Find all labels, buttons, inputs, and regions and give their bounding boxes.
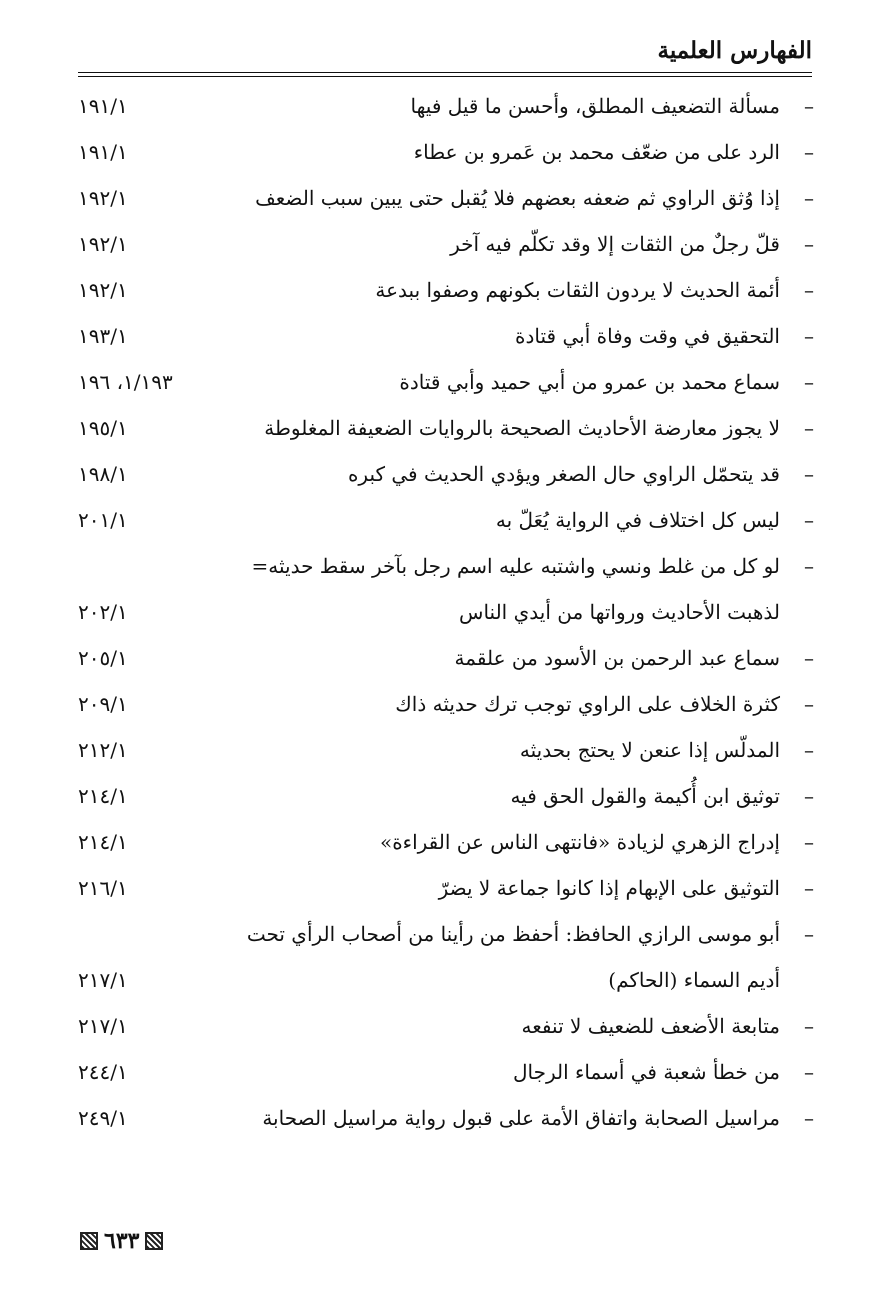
entry-dash: –	[804, 370, 814, 394]
index-entry	[78, 314, 814, 360]
index-entry	[78, 728, 814, 774]
entry-page-ref: ٢١٤/١	[78, 830, 128, 854]
index-entry	[78, 268, 814, 314]
entry-text: أئمة الحديث لا يردون الثقات بكونهم وصفوا ببدعة	[375, 278, 780, 302]
entry-text: المدلّس إذا عنعن لا يحتج بحديثه	[519, 738, 780, 762]
entry-text: أديم السماء (الحاكم)	[608, 968, 780, 992]
index-entry	[78, 544, 814, 590]
entry-dash: –	[804, 738, 814, 762]
entry-page-ref: ١٩٨/١	[78, 462, 128, 486]
entry-text: قد يتحمّل الراوي حال الصغر ويؤدي الحديث في كبره	[347, 462, 780, 486]
entry-dash: –	[804, 554, 814, 578]
entry-dash: –	[804, 232, 814, 256]
index-entry	[78, 1050, 814, 1096]
index-entry	[78, 222, 814, 268]
entry-page-ref: ١٩١/١	[78, 94, 128, 118]
entry-page-ref: ٢١٦/١	[78, 876, 128, 900]
index-entry	[78, 866, 814, 912]
entry-text: أبو موسى الرازي الحافظ: أحفظ من رأينا من أصحاب الرأي تحت	[246, 922, 780, 946]
entry-dash: –	[804, 278, 814, 302]
entry-dash: –	[804, 94, 814, 118]
entry-text: ليس كل اختلاف في الرواية يُعَلّ به	[495, 508, 780, 532]
entry-text: من خطأ شعبة في أسماء الرجال	[512, 1060, 780, 1084]
index-entry-continuation	[78, 958, 814, 1004]
entry-page-ref: ١/١٩٣، ١٩٦	[78, 370, 173, 394]
index-entry	[78, 1004, 814, 1050]
entry-dash: –	[804, 140, 814, 164]
entry-dash: –	[804, 1106, 814, 1130]
entry-text: متابعة الأضعف للضعيف لا تنفعه	[521, 1014, 780, 1038]
index-entry	[78, 636, 814, 682]
index-entry	[78, 682, 814, 728]
entry-dash: –	[804, 784, 814, 808]
entry-dash: –	[804, 508, 814, 532]
index-entry	[78, 498, 814, 544]
entry-text: كثرة الخلاف على الراوي توجب ترك حديثه ذاك	[395, 692, 780, 716]
entry-text: الرد على من ضعّف محمد بن عَمرو بن عطاء	[413, 140, 780, 164]
entry-dash: –	[804, 462, 814, 486]
ornament-icon	[80, 1232, 98, 1250]
entry-dash: –	[804, 416, 814, 440]
entry-page-ref: ١٩١/١	[78, 140, 128, 164]
index-list	[78, 84, 814, 1142]
page-number: ٦٣٣	[104, 1228, 140, 1254]
page-title: الفهارس العلمية	[657, 37, 812, 64]
entry-page-ref: ٢٠١/١	[78, 508, 128, 532]
index-entry	[78, 360, 814, 406]
entry-page-ref: ١٩٢/١	[78, 232, 128, 256]
entry-page-ref: ١٩٥/١	[78, 416, 128, 440]
entry-text: مسألة التضعيف المطلق، وأحسن ما قيل فيها	[410, 94, 780, 118]
entry-page-ref: ١٩٣/١	[78, 324, 128, 348]
entry-text: لذهبت الأحاديث ورواتها من أيدي الناس	[459, 600, 780, 624]
index-entry	[78, 176, 814, 222]
header-divider	[78, 72, 812, 73]
entry-text: إدراج الزهري لزيادة «فانتهى الناس عن القراءة»	[379, 830, 780, 854]
entry-text: مراسيل الصحابة واتفاق الأمة على قبول رواية مراسيل الصحابة	[262, 1106, 780, 1130]
index-entry	[78, 406, 814, 452]
entry-text: التوثيق على الإبهام إذا كانوا جماعة لا يضرّ	[438, 876, 780, 900]
entry-dash: –	[804, 646, 814, 670]
entry-page-ref: ٢٠٢/١	[78, 600, 128, 624]
header-divider-thin	[78, 76, 812, 77]
entry-page-ref: ٢١٧/١	[78, 968, 128, 992]
entry-page-ref: ٢١٧/١	[78, 1014, 128, 1038]
entry-dash: –	[804, 692, 814, 716]
index-entry	[78, 912, 814, 958]
entry-text: سماع محمد بن عمرو من أبي حميد وأبي قتادة	[399, 370, 780, 394]
index-entry	[78, 130, 814, 176]
entry-text: سماع عبد الرحمن بن الأسود من علقمة	[454, 646, 780, 670]
entry-page-ref: ١٩٢/١	[78, 278, 128, 302]
index-entry	[78, 452, 814, 498]
index-entry	[78, 84, 814, 130]
entry-dash: –	[804, 324, 814, 348]
entry-page-ref: ٢٤٩/١	[78, 1106, 128, 1130]
entry-dash: –	[804, 1014, 814, 1038]
entry-text: إذا وُثق الراوي ثم ضعفه بعضهم فلا يُقبل حتى يبين سبب الضعف	[255, 186, 780, 210]
entry-page-ref: ٢٠٥/١	[78, 646, 128, 670]
ornament-icon	[145, 1232, 163, 1250]
entry-page-ref: ٢٤٤/١	[78, 1060, 128, 1084]
entry-dash: –	[804, 1060, 814, 1084]
entry-text: لا يجوز معارضة الأحاديث الصحيحة بالروايات الضعيفة المغلوطة	[264, 416, 780, 440]
entry-text: لو كل من غلط ونسي واشتبه عليه اسم رجل بآخر سقط حديثه=	[251, 554, 780, 578]
entry-page-ref: ٢١٢/١	[78, 738, 128, 762]
index-entry	[78, 774, 814, 820]
entry-page-ref: ٢٠٩/١	[78, 692, 128, 716]
page-footer	[80, 1228, 163, 1254]
entry-dash: –	[804, 830, 814, 854]
entry-page-ref: ١٩٢/١	[78, 186, 128, 210]
index-entry-continuation	[78, 590, 814, 636]
entry-dash: –	[804, 186, 814, 210]
entry-dash: –	[804, 876, 814, 900]
entry-text: توثيق ابن أُكيمة والقول الحق فيه	[510, 784, 780, 808]
index-entry	[78, 1096, 814, 1142]
entry-text: التحقيق في وقت وفاة أبي قتادة	[515, 324, 780, 348]
entry-page-ref: ٢١٤/١	[78, 784, 128, 808]
index-entry	[78, 820, 814, 866]
entry-dash: –	[804, 922, 814, 946]
entry-text: قلّ رجلٌ من الثقات إلا وقد تكلّم فيه آخر	[450, 232, 780, 256]
